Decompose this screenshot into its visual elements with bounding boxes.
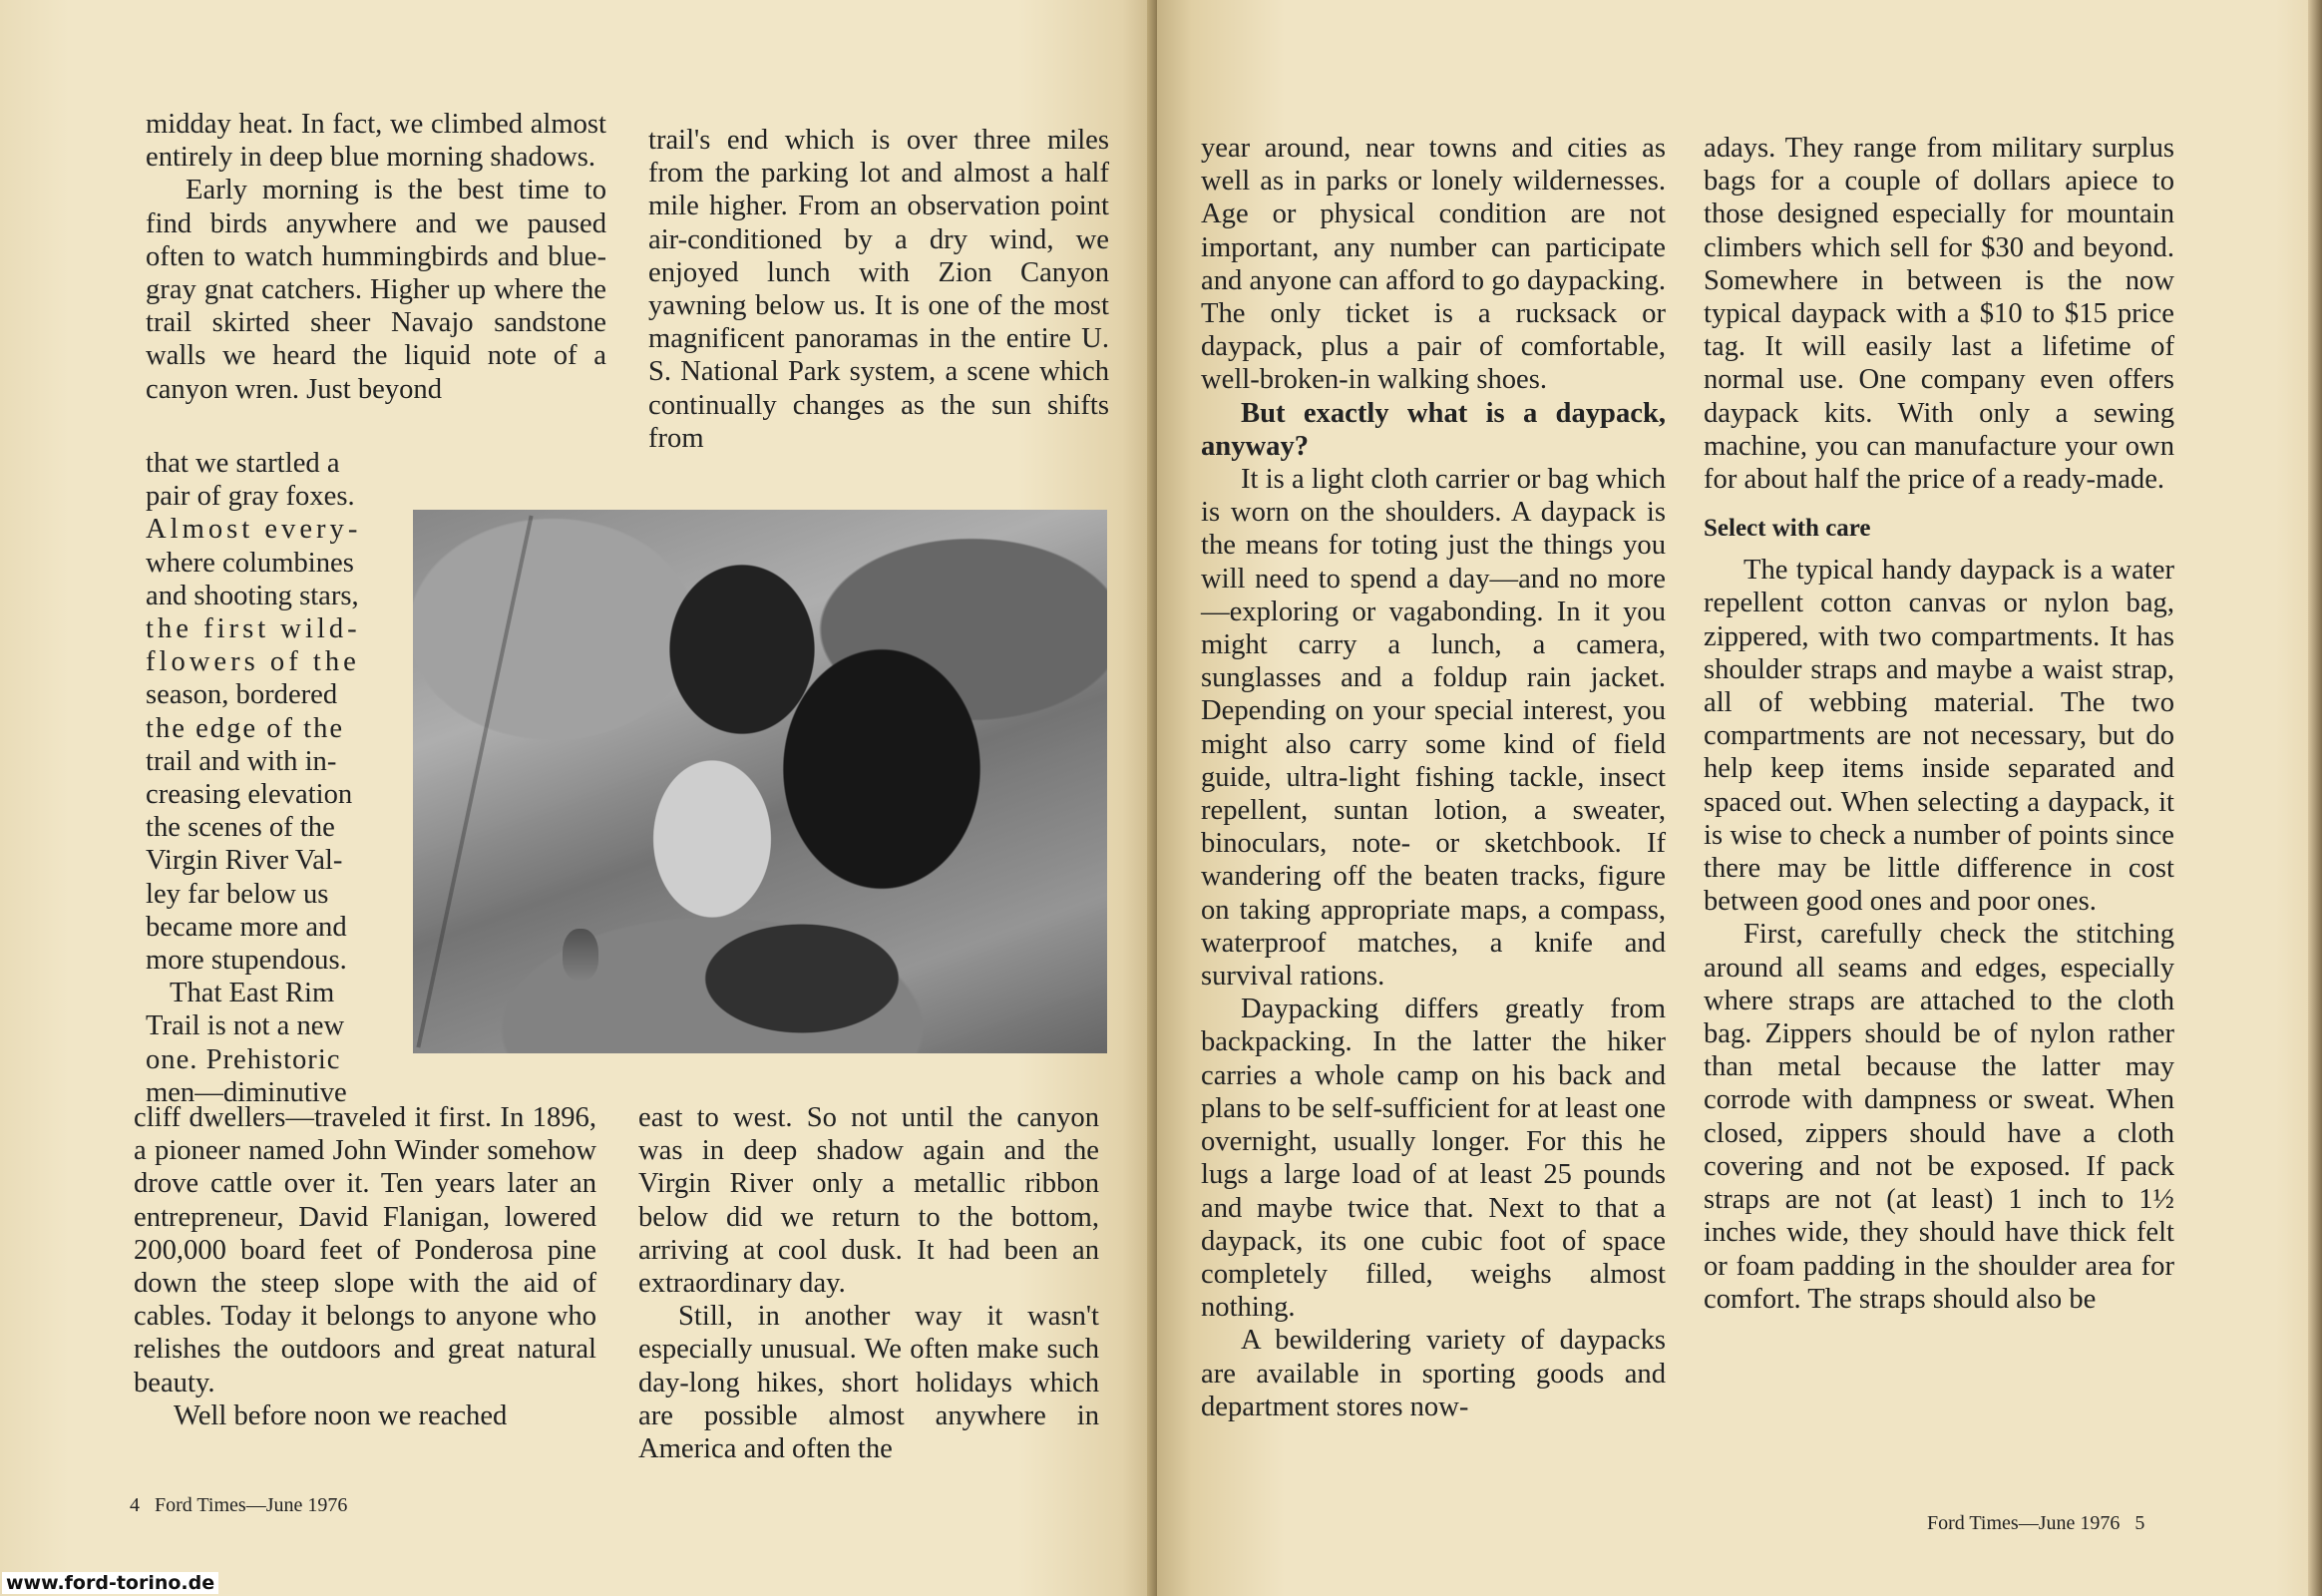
left-page-folio: 4 Ford Times—June 1976: [130, 1494, 348, 1516]
wrap-line: men—diminutive: [146, 1076, 347, 1108]
wrap-line: ley far below us: [146, 878, 329, 910]
rock-crack: [416, 516, 533, 1048]
wrap-line: became more and: [146, 911, 347, 943]
paragraph: trail's end which is over three miles from the parking lot and almost a half mile higher. From an observation point air-conditioned by a dry wind, we enjoyed lunch with Zion Canyon yawning below us. It is one of the most magnificent panoramas in the entire U. S. National Park system, a scene which continually changes as the sun shifts from: [648, 125, 1109, 454]
column-1-top: [146, 108, 606, 406]
wrap-line: the first wild-: [146, 613, 361, 645]
wrap-line: pair of gray foxes.: [146, 481, 355, 513]
paragraph: Daypacking differs greatly from backpacking. In the latter the hiker carries a whole camp on his back and plans to be self-sufficient for at least one overnight, usually longer. For this he lugs a large load of at least 25 pounds and maybe twice that. Next to that a daypack, its one cubic foot of space completely filled, weighs almost nothing.: [1201, 994, 1666, 1324]
chipmunk: [563, 929, 598, 981]
paragraph: Still, in another way it wasn't especially unusual. We often make such day-long hikes, short holidays which are possible almost anywhere in America and often the: [638, 1301, 1099, 1465]
wrap-line: the scenes of the: [146, 812, 335, 844]
column-1-wrap: [146, 447, 373, 1109]
wrap-line: flowers of the: [146, 646, 360, 678]
paragraph: adays. They range from military surplus bags for a couple of dollars apiece to those designed especially for mountain climbers which sell for $30 and beyond. Somewhere in between is the now typical daypack with a $10 to $15 price tag. It will easily last a lifetime of normal use. One company even offers daypack kits. With only a sewing machine, you can manufacture your own for about half the price of a ready-made.: [1704, 133, 2174, 496]
paragraph: cliff dwellers—traveled it first. In 1896, a pioneer named John Winder somehow drove cattle over it. Ten years later an entrepreneur, David Flanigan, lowered 200,000 board feet of Ponderosa pine down the steep slope with the aid of cables. Today it belongs to anyone who relishes the outdoors and great natural beauty.: [134, 1102, 596, 1398]
column-1-bottom: [134, 1101, 596, 1432]
wrap-line: Virgin River Val-: [146, 845, 343, 877]
column-2-bottom: [638, 1101, 1099, 1465]
paragraph: Well before noon we reached: [174, 1399, 508, 1431]
wrap-line: that we startled a: [146, 448, 340, 479]
right-page: [1157, 0, 2322, 1596]
wrap-line: Trail is not a new: [146, 1010, 345, 1042]
page-edge: [2308, 0, 2322, 1596]
watermark: www.ford-torino.de: [2, 1572, 218, 1594]
paragraph: First, carefully check the stitching around all seams and edges, especially where straps are attached to the cloth bag. Zippers should be of nylon rather than metal because the latter may corrode with dampness or sweat. When closed, zippers should have a cloth covering and not be exposed. If pack straps are not (at least) 1 inch to 1½ inches wide, they should have thick felt or foam padding in the shoulder area for comfort. The straps should also be: [1704, 919, 2174, 1315]
wrap-line: creasing elevation: [146, 779, 353, 811]
hiker-photo: [413, 510, 1107, 1053]
wrap-line: trail and with in-: [146, 745, 337, 777]
wrap-line: one. Prehistoric: [146, 1043, 341, 1075]
wrap-line: more stupendous.: [146, 945, 347, 977]
paragraph: The typical handy daypack is a water repellent cotton canvas or nylon bag, zippered, with two compartments. It has shoulder straps and maybe a waist strap, all of webbing material. The two compartments are not necessary, but do help keep items inside separated and spaced out. When selecting a daypack, it is wise to check a number of points since there may be little difference in cost between good ones and poor ones.: [1704, 555, 2174, 918]
wrap-line: season, bordered: [146, 679, 338, 711]
left-page: [0, 0, 1157, 1596]
section-heading: Select with care: [1704, 515, 1871, 543]
wrap-line: the edge of the: [146, 712, 345, 744]
paragraph: A bewildering variety of daypacks are available in sporting goods and department stores now-: [1201, 1325, 1666, 1422]
wrap-line: That East Rim: [170, 978, 335, 1009]
paragraph: east to west. So not until the canyon was in deep shadow again and the Virgin River only a metallic ribbon below did we return to the bottom, arriving at cool dusk. It had been an extraordinary day.: [638, 1102, 1099, 1300]
paragraph: Early morning is the best time to find birds anywhere and we paused often to watch hummingbirds and blue-gray gnat catchers. Higher up where the trail skirted sheer Navajo sandstone walls we heard the liquid note of a canyon wren. Just beyond: [146, 175, 606, 405]
column-3: [1201, 132, 1666, 1423]
wrap-line: Almost every-: [146, 514, 362, 546]
paragraph: It is a light cloth carrier or bag which is worn on the shoulders. A daypack is the means for toting just the things you will need to spend a day—and no more—exploring or vagabonding. In it you might carry a lunch, a camera, sunglasses and a foldup rain jacket. Depending on your special interest, you might also carry some kind of field guide, ultra-light fishing tackle, insect repellent, suntan lotion, a sweater, binoculars, note- or sketchbook. If wandering off the beaten tracks, figure on taking appropriate maps, a compass, waterproof matches, a knife and survival rations.: [1201, 464, 1666, 993]
paragraph: But exactly what is a daypack, anyway?: [1201, 397, 1666, 462]
paragraph: midday heat. In fact, we climbed almost entirely in deep blue morning shadows.: [146, 109, 606, 174]
wrap-line: and shooting stars,: [146, 580, 359, 611]
paragraph: year around, near towns and cities as well as in parks or lonely wildernesses. Age or physical condition are not important, any number can participate and anyone can afford to go daypacking. The only ticket is a rucksack or daypack, plus a pair of comfortable, well-broken-in walking shoes.: [1201, 133, 1666, 396]
wrap-line: where columbines: [146, 547, 354, 579]
right-page-folio: Ford Times—June 1976 5: [1927, 1512, 2145, 1534]
column-4: [1704, 132, 2174, 1316]
column-2-top: [648, 124, 1109, 455]
